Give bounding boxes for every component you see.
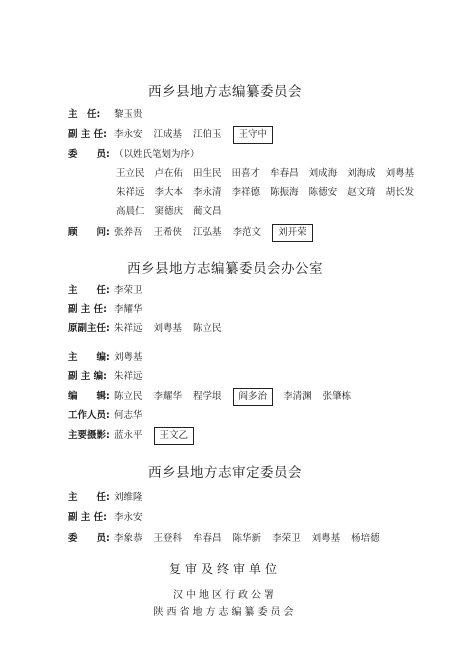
row-label: 副 主 任: [68,129,107,140]
person-name: 蔺文昌 [193,206,222,217]
person-name: 李祥德 [231,187,261,198]
person-name: 刘粤基 [114,352,143,363]
person-name-boxed: 阎多治 [233,388,274,406]
row-label: 副 主 任: [68,304,107,315]
person-name: 何志华 [114,410,143,421]
person-name: 朱祥远 [114,371,143,382]
person-name: 刘海成 [347,168,376,179]
person-name: 陈立民 [114,391,143,402]
row-label: 主 任: [68,285,110,296]
name-list [114,227,323,242]
person-name-boxed: 刘开荣 [272,224,313,242]
name-list [114,323,233,335]
person-name: 李荣卫 [272,533,301,544]
row-label: 主 任: [68,492,110,503]
person-name: 刘粤基 [311,533,341,544]
office-title: 西乡县地方志编纂委员会办公室 [127,261,323,277]
final-review-title: 复审及终审单位 [168,562,281,576]
person-name: 江成基 [153,129,183,140]
person-name: 朱祥远 [116,187,145,198]
person-name: 赵文琦 [347,187,376,198]
person-name: 胡长发 [385,187,415,198]
review-director-row [68,492,154,504]
person-name: 刘维隆 [114,492,143,503]
name-list [114,512,154,524]
person-name-boxed: 王守中 [233,126,274,144]
committee-title: 西乡县地方志编纂委员会 [148,84,302,100]
person-name: 李永安 [114,129,143,140]
row-label: 编 辑: [68,391,110,402]
person-name: 卢在佑 [154,168,184,179]
row-label: 主要摄影: [68,430,110,441]
committee-director-row [68,109,154,121]
row-label: 副 主 任: [68,512,107,523]
name-list [114,371,154,383]
office-director-row [68,285,154,297]
person-name: 杨培德 [351,533,380,544]
person-name: 王立民 [116,168,145,179]
members-line-2 [116,187,424,199]
final-unit-2: 陕西省地方志编纂委员会 [153,607,297,618]
review-members-row [68,533,391,545]
row-label: 委 员: [68,149,110,160]
person-name: 程学垠 [193,391,222,402]
person-name: 陈德安 [308,187,338,198]
person-name: 刘成海 [308,168,338,179]
person-name: 朱祥远 [114,323,143,334]
person-name: 高晨仁 [116,206,145,217]
person-name: 李象恭 [114,533,143,544]
name-list [114,352,154,364]
name-list [114,410,154,422]
person-name-boxed: 王文乙 [154,427,195,445]
person-name: 张养吾 [114,227,143,238]
person-name: 牟春昌 [193,533,222,544]
person-name: 黎玉贵 [114,109,143,120]
office-chief-editor-row [68,352,154,364]
committee-deputy-row [68,129,283,144]
name-list [114,430,204,445]
office-photo-row [68,430,204,445]
review-deputy-row [68,512,154,524]
review-title: 西乡县地方志审定委员会 [148,465,302,481]
name-list [114,129,283,144]
name-list [114,304,154,316]
office-staff-row [68,410,154,422]
office-deputy-editor-row [68,371,154,383]
person-name: 李永安 [114,512,143,523]
row-label: 原副主任: [68,323,110,334]
committee-members-row [68,149,200,161]
row-label: 工作人员: [68,410,110,421]
row-label: 副 主 编: [68,371,107,382]
person-name: 江弘基 [193,227,222,238]
row-label: 主 编: [68,352,110,363]
committee-advisor-row [68,227,323,242]
name-list [114,391,362,406]
person-name: 田生民 [193,168,222,179]
members-line-3 [116,206,232,218]
office-editors-row [68,391,362,406]
person-name: 李耀华 [114,304,143,315]
person-name: 李耀华 [153,391,183,402]
person-name: 王登科 [153,533,183,544]
person-name: 刘粤基 [385,168,415,179]
row-label: 主 任: [68,109,101,120]
person-name: 陈振海 [270,187,299,198]
name-list [114,285,154,297]
person-name: 蓝永平 [114,430,143,441]
person-name: 张肇栋 [322,391,352,402]
person-name: 李范文 [232,227,262,238]
members-note: （以姓氏笔划为序） [114,149,200,160]
person-name: 李清渊 [283,391,312,402]
final-unit-1: 汉中地区行政公署 [173,590,277,601]
office-deputy-row [68,304,154,316]
person-name: 陈立民 [193,323,222,334]
person-name: 田喜才 [231,168,261,179]
person-name: 窦德庆 [154,206,184,217]
person-name: 陈华新 [232,533,262,544]
office-former-deputy-row [68,323,233,335]
name-list [114,533,391,545]
name-list [114,492,154,504]
name-list [114,109,154,121]
row-label: 委 员: [68,533,110,544]
person-name: 李永清 [193,187,222,198]
row-label: 顾 问: [68,227,110,238]
person-name: 李大本 [154,187,184,198]
person-name: 王希侠 [153,227,183,238]
person-name: 江伯玉 [193,129,222,140]
person-name: 刘粤基 [153,323,183,334]
person-name: 牟春昌 [270,168,299,179]
members-line-1 [116,168,424,180]
person-name: 李荣卫 [114,285,143,296]
